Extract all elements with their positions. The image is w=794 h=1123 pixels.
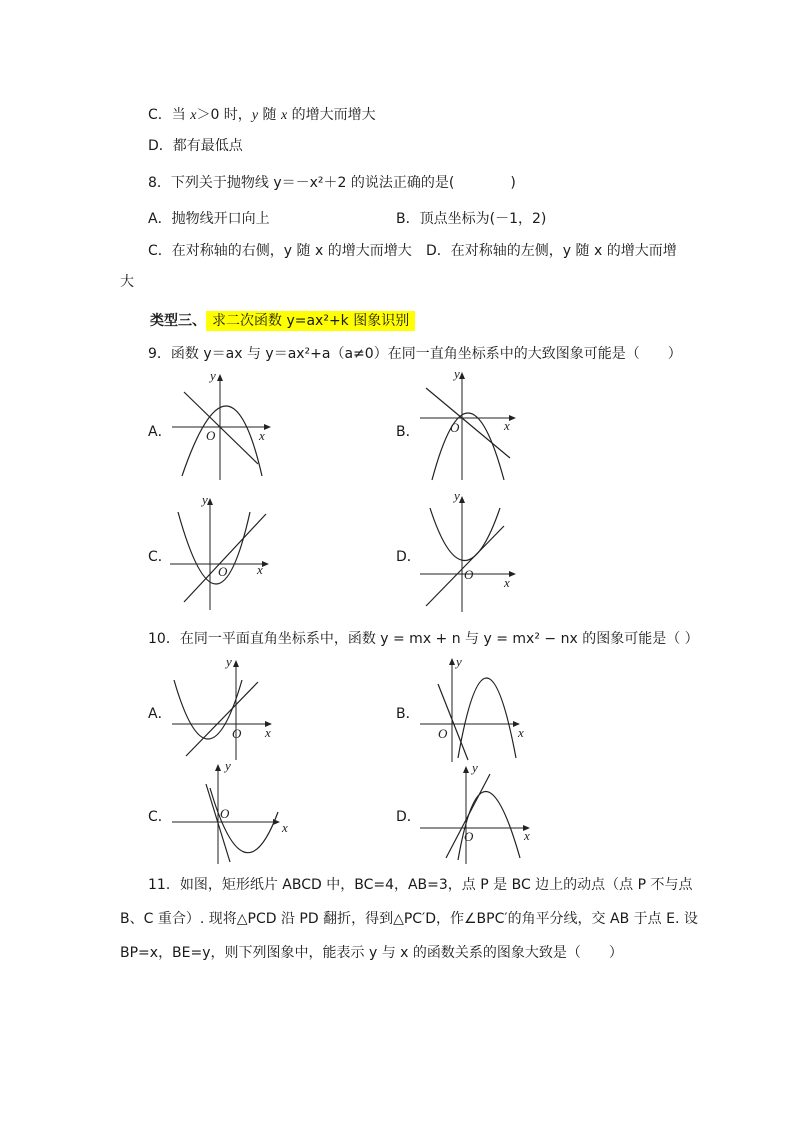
q8-option-b: B．顶点坐标为(－1，2) xyxy=(396,211,547,227)
x-axis-arrow xyxy=(264,424,271,430)
q9-label-d: D． xyxy=(396,549,421,565)
y-label: y xyxy=(472,760,478,775)
q8-stem: 8．下列关于抛物线 y＝－x²＋2 的说法正确的是( ) xyxy=(148,175,516,191)
q10-label-a: A． xyxy=(148,706,172,722)
q7-option-c: C．当 x＞0 时，y 随 x 的增大而增大 xyxy=(148,107,376,123)
origin-label: O xyxy=(220,806,230,821)
q8-option-a: A．抛物线开口向上 xyxy=(148,211,270,227)
x-label: x xyxy=(524,828,530,843)
x-label: x xyxy=(257,562,263,577)
section-highlight: 求二次函数 y=ax²+k 图象识别 xyxy=(206,311,415,331)
y-label: y xyxy=(454,488,460,503)
line xyxy=(186,682,258,756)
y-label: y xyxy=(225,758,231,773)
q9-graph-c xyxy=(170,490,280,610)
x-axis-arrow xyxy=(509,415,516,421)
origin-label: O xyxy=(438,726,448,741)
x-label: x xyxy=(518,725,524,740)
q9-stem: 9．函数 y＝ax 与 y＝ax²+a（a≠0）在同一直角坐标系中的大致图象可能是（ ） xyxy=(148,346,682,362)
q9-graph-a xyxy=(172,368,282,480)
y-axis-arrow xyxy=(217,374,223,381)
x-label: x xyxy=(504,418,510,433)
q9-label-a: A． xyxy=(148,424,172,440)
q10-graph-d xyxy=(420,760,540,864)
origin-label: O xyxy=(218,564,228,579)
origin-label: O xyxy=(464,567,474,582)
q10-graph-a xyxy=(172,656,282,760)
q9-label-c: C． xyxy=(148,549,172,565)
q10-label-b: B． xyxy=(396,706,420,722)
q9-graph-b xyxy=(420,366,530,482)
x-axis-arrow xyxy=(262,561,269,567)
q10-graph-c xyxy=(172,756,292,866)
parabola xyxy=(182,406,262,476)
section-heading xyxy=(150,310,415,330)
section-label: 类型三、 xyxy=(150,313,206,329)
y-axis-arrow xyxy=(233,660,239,667)
y-axis-arrow xyxy=(459,372,465,379)
origin-label: O xyxy=(450,420,460,435)
parabola xyxy=(178,512,250,584)
y-label: y xyxy=(456,654,462,669)
q9-label-b: B． xyxy=(396,424,420,440)
y-axis-arrow xyxy=(459,496,465,503)
parabola xyxy=(430,508,500,561)
q11-line-1: 11．如图，矩形纸片 ABCD 中，BC=4，AB=3，点 P 是 BC 边上的动点（点 P 不与点 xyxy=(148,877,693,893)
line xyxy=(446,774,490,858)
line xyxy=(438,684,468,760)
x-label: x xyxy=(259,428,265,443)
q8-option-d: D．在对称轴的左侧，y 随 x 的增大而增 xyxy=(426,243,677,259)
origin-label: O xyxy=(464,829,474,844)
y-axis-arrow xyxy=(207,498,213,505)
y-axis-arrow xyxy=(463,766,469,773)
x-label: x xyxy=(282,820,288,835)
line xyxy=(426,526,504,606)
q8-option-c: C．在对称轴的右侧，y 随 x 的增大而增大 xyxy=(148,243,412,259)
x-axis-arrow xyxy=(509,571,516,577)
q7-option-d: D．都有最低点 xyxy=(148,138,243,154)
y-label: y xyxy=(226,654,232,669)
y-axis-arrow xyxy=(449,658,455,665)
y-label: y xyxy=(454,366,460,381)
y-axis-arrow xyxy=(215,764,221,771)
origin-label: O xyxy=(232,726,242,741)
line xyxy=(184,514,266,602)
q8-option-d-continued: 大 xyxy=(120,274,134,290)
y-label: y xyxy=(210,368,216,383)
parabola xyxy=(458,678,516,758)
q10-label-c: C． xyxy=(148,809,172,825)
x-label: x xyxy=(504,575,510,590)
q11-line-2: B、C 重合）. 现将△PCD 沿 PD 翻折，得到△PC′D，作∠BPC′的角平分线，交 AB 于点 E. 设 xyxy=(120,911,698,927)
line xyxy=(426,388,510,458)
origin-label: O xyxy=(206,428,216,443)
parabola xyxy=(458,791,520,860)
q10-graph-b xyxy=(420,654,532,762)
x-label: x xyxy=(265,725,271,740)
q11-line-3: BP=x，BE=y，则下列图象中，能表示 y 与 x 的函数关系的图象大致是（ ） xyxy=(120,945,623,961)
y-label: y xyxy=(202,492,208,507)
q10-label-d: D． xyxy=(396,809,421,825)
q10-stem: 10．在同一平面直角坐标系中，函数 y = mx + n 与 y = mx² − nx 的图象可能是（ ） xyxy=(148,631,699,647)
q9-graph-d xyxy=(420,488,532,612)
